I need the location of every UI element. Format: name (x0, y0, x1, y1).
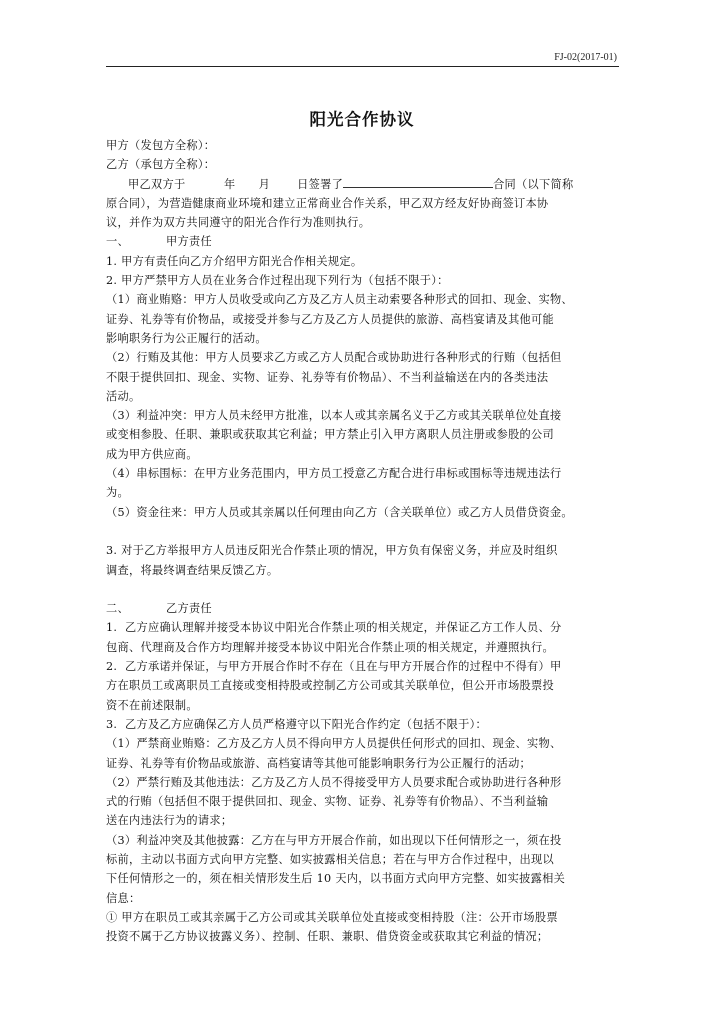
section-1-line: 2. 甲方严禁甲方人员在业务合作过程出现下列行为（包括不限于）： (106, 274, 449, 288)
section-1-line: 或变相参股、任职、兼职或获取其它利益；甲方禁止引入甲方离职人员注册或参股的公司 (106, 428, 555, 442)
section-2-line: 方在职员工或离职员工直接或变相持股或控制乙方公司或其关联单位，但公开市场股票投 (106, 679, 555, 693)
section-1-line: 不限于提供回扣、现金、实物、证券、礼券等有价物品）、不当利益输送在内的各类违法 (106, 370, 549, 384)
section-1-line: （2）行贿及其他：甲方人员要求乙方或乙方人员配合或协助进行各种形式的行贿（包括但 (106, 351, 562, 365)
section-2-line: 1. 乙方应确认理解并接受本协议中阳光合作禁止项的相关规定，并保证乙方工作人员、分 (106, 621, 562, 635)
spacer (106, 580, 621, 599)
section-2-line: 资不在前述限制。 (106, 698, 198, 712)
section-1-line: 成为甲方供应商。 (106, 447, 198, 461)
section-2-line: （2）严禁行贿及其他违法：乙方及乙方人员不得接受甲方人员要求配合或协助进行各种形 (106, 775, 562, 789)
section-2-line: 包商、代理商及合作方均理解并接受本协议中阳光合作禁止项的相关规定，并遵照执行。 (106, 640, 555, 654)
contract-name-blank (343, 176, 493, 188)
section-2-line: 证券、礼券等有价物品或旅游、高档宴请等其他可能影响职务行为公正履行的活动； (106, 756, 532, 770)
section-1-heading (106, 232, 621, 251)
party-b-line: 乙方（承包方全称）： (106, 158, 216, 172)
section-2-line: 信息： (106, 891, 141, 905)
section-2-line: （3）利益冲突及其他披露：乙方在与甲方开展合作前，如出现以下任何情形之一，须在投 (106, 833, 562, 847)
section-2-line: 送在内违法行为的请求； (106, 814, 233, 828)
section-1-line: （5）资金往来：甲方人员或其亲属以任何理由向乙方（含关联单位）或乙方人员借贷资金。 (106, 505, 573, 519)
section-1-number: 一、 (106, 235, 129, 249)
section-2-line: 式的行贿（包括但不限于提供回扣、现金、实物、证券、礼券等有价物品）、不当利益输 (106, 795, 549, 809)
page-title: 阳光合作协议 (309, 110, 415, 129)
intro-text-1: 甲乙双方于 年 月 日签署了 (128, 177, 344, 191)
party-a-line: 甲方（发包方全称）： (106, 139, 216, 152)
section-2-number: 二、 (106, 602, 129, 616)
section-2-line: 标前，主动以书面方式向甲方完整、如实披露相关信息；若在与甲方合作过程中，出现以 (106, 852, 555, 866)
section-2-line: 3. 乙方及乙方应确保乙方人员严格遵守以下阳光合作约定（包括不限于）： (106, 717, 487, 731)
section-1-item-3-line: 调查，将最终调查结果反馈乙方。 (106, 563, 279, 577)
section-1-line: 为。 (106, 486, 129, 500)
section-2-line: 投资不属于乙方协议披露义务）、控制、任职、兼职、借贷资金或获取其它利益的情况； (106, 930, 549, 944)
header-rule (106, 66, 619, 67)
section-1-line: 证券、礼券等有价物品，或接受并参与乙方及乙方人员提供的旅游、高档宴请及其他可能 (106, 312, 555, 326)
section-2-line: 2. 乙方承诺并保证，与甲方开展合作时不存在（且在与甲方开展合作的过程中不得有）甲 (106, 660, 562, 674)
spacer (106, 522, 621, 541)
section-2-heading (106, 599, 621, 618)
section-1-title: 甲方责任 (166, 235, 212, 249)
document-body (106, 136, 621, 946)
intro-line-3: 议，并作为双方共同遵守的阳光合作行为准则执行。 (106, 216, 371, 230)
section-2-title: 乙方责任 (166, 602, 212, 616)
section-2-line: ① 甲方在职员工或其亲属于乙方公司或其关联单位处直接或变相持股（注：公开市场股票 (106, 910, 558, 924)
intro-text-2: 合同（以下简称 (493, 177, 574, 191)
section-2-line: 下任何情形之一的，须在相关情形发生后 10 天内，以书面方式向甲方完整、如实披露相关 (106, 872, 566, 886)
section-1-line: 活动。 (106, 389, 141, 403)
section-1-line: （3）利益冲突：甲方人员未经甲方批准，以本人或其亲属名义于乙方或其关联单位处直接 (106, 409, 562, 423)
section-1-line: 影响职务行为公正履行的活动。 (106, 331, 267, 345)
intro-line-1 (106, 175, 621, 194)
section-1-line: （4）串标围标：在甲方业务范围内，甲方员工授意乙方配合进行串标或围标等违规违法行 (106, 467, 562, 481)
intro-line-2: 原合同），为营造健康商业环境和建立正常商业合作关系，甲乙双方经友好协商签订本协 (106, 196, 549, 210)
section-1-item-3-line: 3. 对于乙方举报甲方人员违反阳光合作禁止项的情况，甲方负有保密义务，并应及时组织 (106, 544, 558, 558)
document-number: FJ-02(2017-01) (554, 52, 617, 63)
section-1-line: 1. 甲方有责任向乙方介绍甲方阳光合作相关规定。 (106, 254, 363, 268)
section-1-line: （1）商业贿赂：甲方人员收受或向乙方及乙方人员主动索要各种形式的回扣、现金、实物、 (106, 293, 573, 307)
section-2-line: （1）严禁商业贿赂：乙方及乙方人员不得向甲方人员提供任何形式的回扣、现金、实物、 (106, 737, 562, 751)
